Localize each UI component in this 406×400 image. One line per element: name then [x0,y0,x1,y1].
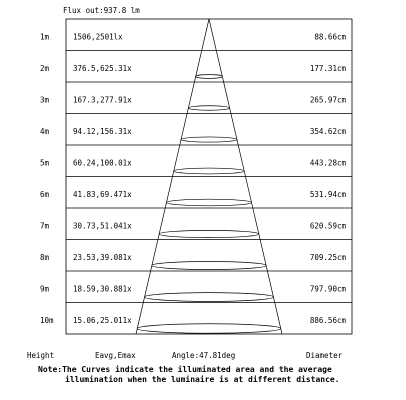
distance-label: 7m [40,221,50,231]
illuminance-value: 1506,2501lx [73,32,123,42]
illuminance-value: 15.06,25.011x [73,316,132,325]
illumination-ellipse [145,293,274,302]
illuminance-value: 30.73,51.041x [73,221,132,231]
illuminance-value: 60.24,100.01x [73,158,132,168]
distance-label: 6m [40,190,50,199]
diameter-value: 265.97cm [309,95,346,105]
diameter-value: 88.66cm [314,32,346,42]
illumination-ellipse [181,137,237,142]
illumination-ellipse [166,199,251,206]
note-line-1: Note:The Curves indicate the illuminated area and the average [38,365,332,374]
flux-out-label: Flux out:937.8 lm [63,6,140,15]
height-header: Height [27,351,55,360]
diameter-header: Diameter [306,351,343,360]
distance-label: 9m [40,284,50,294]
illumination-ellipse [196,75,223,79]
illumination-ellipse [159,230,259,237]
distance-label: 2m [40,64,50,73]
illumination-ellipse [152,261,266,269]
diameter-value: 443.28cm [309,158,346,168]
angle-header: Angle:47.81deg [172,351,236,360]
illuminance-value: 18.59,30.881x [73,284,132,294]
note-line-2: illumination when the luminaire is at different distance. [65,375,340,384]
diameter-value: 797.90cm [309,284,346,294]
diameter-value: 886.56cm [309,316,346,325]
diameter-value: 354.62cm [309,127,346,136]
distance-label: 4m [40,127,50,136]
illuminance-value: 41.83,69.471x [73,190,132,199]
illumination-ellipse [137,324,280,333]
diameter-value: 709.25cm [309,253,346,262]
distance-label: 5m [40,158,50,168]
illumination-ellipse [174,168,244,174]
diameter-value: 620.59cm [309,221,346,231]
illuminance-value: 376.5,625.31x [73,64,132,73]
distance-label: 3m [40,95,50,105]
illumination-ellipse [188,106,229,110]
diameter-value: 531.94cm [309,190,346,199]
distance-label: 1m [40,32,50,42]
illuminance-value: 94.12,156.31x [73,127,132,136]
distance-label: 8m [40,253,50,262]
row-labels [40,33,346,326]
distance-label: 10m [40,316,54,325]
diameter-value: 177.31cm [309,64,346,73]
illuminance-value: 167.3,277.91x [73,95,132,105]
eavg-emax-header: Eavg,Emax [95,351,136,360]
illuminance-value: 23.53,39.081x [73,253,132,262]
